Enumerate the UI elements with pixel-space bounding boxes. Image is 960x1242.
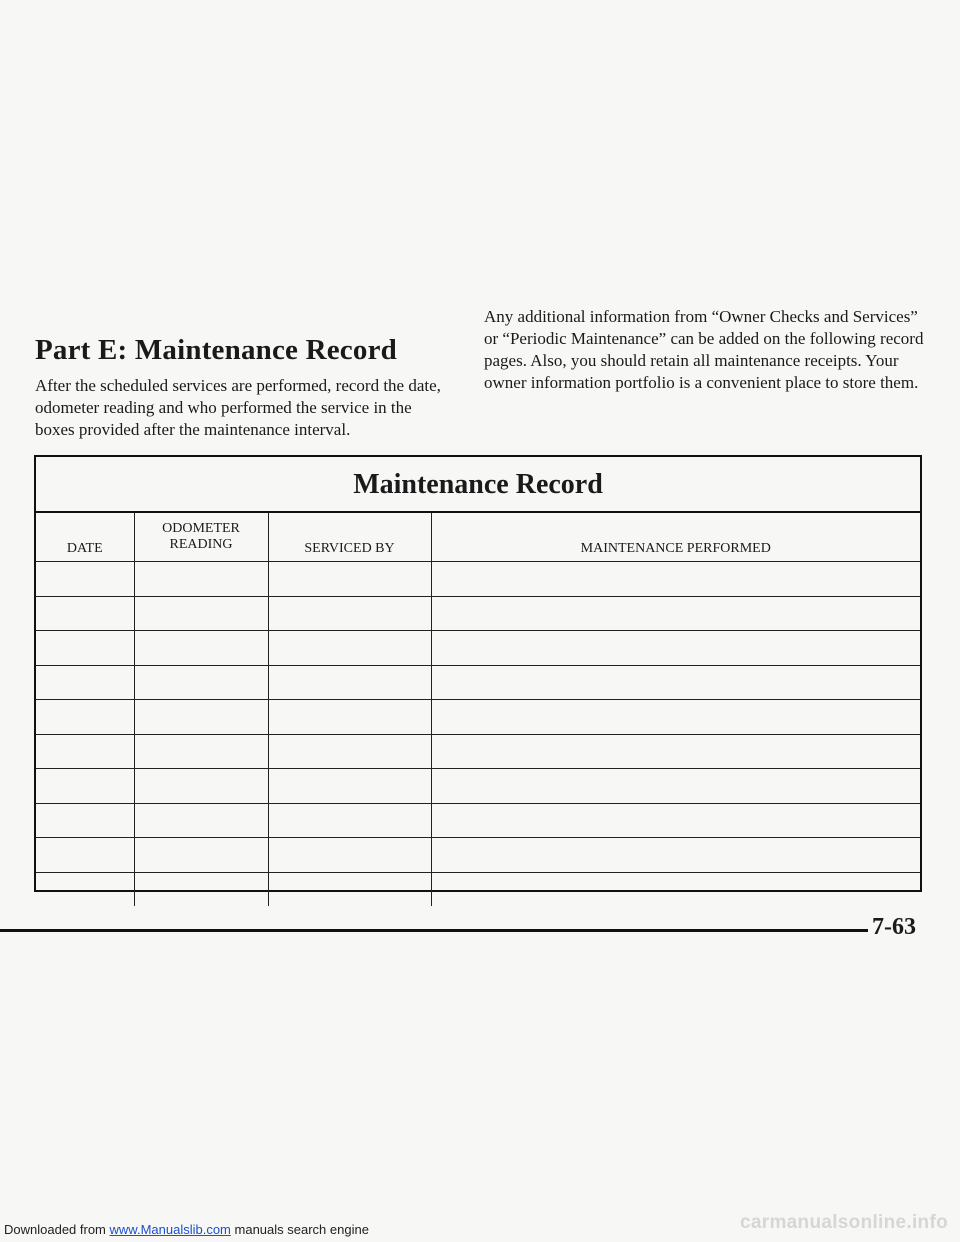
record-row bbox=[36, 665, 920, 700]
serviced-by-cell[interactable] bbox=[268, 596, 431, 631]
odometer-cell[interactable] bbox=[134, 631, 268, 666]
odometer-cell[interactable] bbox=[134, 803, 268, 838]
serviced-by-cell[interactable] bbox=[268, 803, 431, 838]
odometer-cell[interactable] bbox=[134, 700, 268, 735]
banner-prefix: Downloaded from bbox=[4, 1222, 106, 1237]
record-row bbox=[36, 631, 920, 666]
serviced-by-cell[interactable] bbox=[268, 769, 431, 804]
odometer-cell[interactable] bbox=[134, 838, 268, 873]
serviced-by-cell[interactable] bbox=[268, 838, 431, 873]
maintenance-cell[interactable] bbox=[431, 769, 920, 804]
maintenance-cell[interactable] bbox=[431, 700, 920, 735]
section-title: Part E: Maintenance Record bbox=[35, 334, 397, 366]
watermark: carmanualsonline.info bbox=[740, 1212, 948, 1233]
footer-rule bbox=[0, 929, 868, 932]
date-cell[interactable] bbox=[36, 665, 134, 700]
record-row bbox=[36, 562, 920, 597]
odometer-cell[interactable] bbox=[134, 596, 268, 631]
column-header-odometer: ODOMETER READING bbox=[134, 513, 268, 562]
record-row bbox=[36, 872, 920, 906]
intro-paragraph-right: Any additional information from “Owner Checks and Services” or “Periodic Maintenance” can be added on the following record pages. Also, you should retain all maintenance receipts. Your owner information portfolio is a convenient place to store them. bbox=[484, 307, 924, 392]
record-row bbox=[36, 838, 920, 873]
maintenance-cell[interactable] bbox=[431, 838, 920, 873]
serviced-by-cell[interactable] bbox=[268, 631, 431, 666]
record-row bbox=[36, 803, 920, 838]
maintenance-cell[interactable] bbox=[431, 562, 920, 597]
record-row bbox=[36, 734, 920, 769]
date-cell[interactable] bbox=[36, 803, 134, 838]
date-cell[interactable] bbox=[36, 838, 134, 873]
date-cell[interactable] bbox=[36, 769, 134, 804]
date-cell[interactable] bbox=[36, 872, 134, 906]
maintenance-cell[interactable] bbox=[431, 803, 920, 838]
maintenance-cell[interactable] bbox=[431, 734, 920, 769]
serviced-by-cell[interactable] bbox=[268, 665, 431, 700]
odometer-cell[interactable] bbox=[134, 562, 268, 597]
odometer-cell[interactable] bbox=[134, 769, 268, 804]
maintenance-cell[interactable] bbox=[431, 665, 920, 700]
odometer-cell[interactable] bbox=[134, 734, 268, 769]
date-cell[interactable] bbox=[36, 734, 134, 769]
intro-paragraph-left: After the scheduled services are performed, record the date, odometer reading and who performed the service in the boxes provided after the maintenance interval. bbox=[35, 376, 441, 439]
serviced-by-cell[interactable] bbox=[268, 872, 431, 906]
manualslib-link[interactable]: www.Manualslib.com bbox=[109, 1222, 231, 1237]
odometer-cell[interactable] bbox=[134, 665, 268, 700]
banner-suffix: manuals search engine bbox=[234, 1222, 369, 1237]
record-row bbox=[36, 596, 920, 631]
column-header-date: DATE bbox=[36, 513, 134, 562]
serviced-by-cell[interactable] bbox=[268, 562, 431, 597]
date-cell[interactable] bbox=[36, 700, 134, 735]
header-row bbox=[36, 513, 920, 562]
maintenance-record-table bbox=[34, 455, 922, 892]
date-cell[interactable] bbox=[36, 596, 134, 631]
maintenance-cell[interactable] bbox=[431, 631, 920, 666]
maintenance-cell[interactable] bbox=[431, 872, 920, 906]
download-banner bbox=[4, 1222, 369, 1237]
record-row bbox=[36, 700, 920, 735]
record-table-title: Maintenance Record bbox=[36, 457, 920, 513]
maintenance-cell[interactable] bbox=[431, 596, 920, 631]
record-row bbox=[36, 769, 920, 804]
odometer-cell[interactable] bbox=[134, 872, 268, 906]
column-header-maintenance: MAINTENANCE PERFORMED bbox=[431, 513, 920, 562]
serviced-by-cell[interactable] bbox=[268, 734, 431, 769]
column-header-serviced-by: SERVICED BY bbox=[268, 513, 431, 562]
record-grid bbox=[36, 513, 920, 906]
page-number: 7-63 bbox=[872, 914, 916, 940]
date-cell[interactable] bbox=[36, 631, 134, 666]
serviced-by-cell[interactable] bbox=[268, 700, 431, 735]
date-cell[interactable] bbox=[36, 562, 134, 597]
